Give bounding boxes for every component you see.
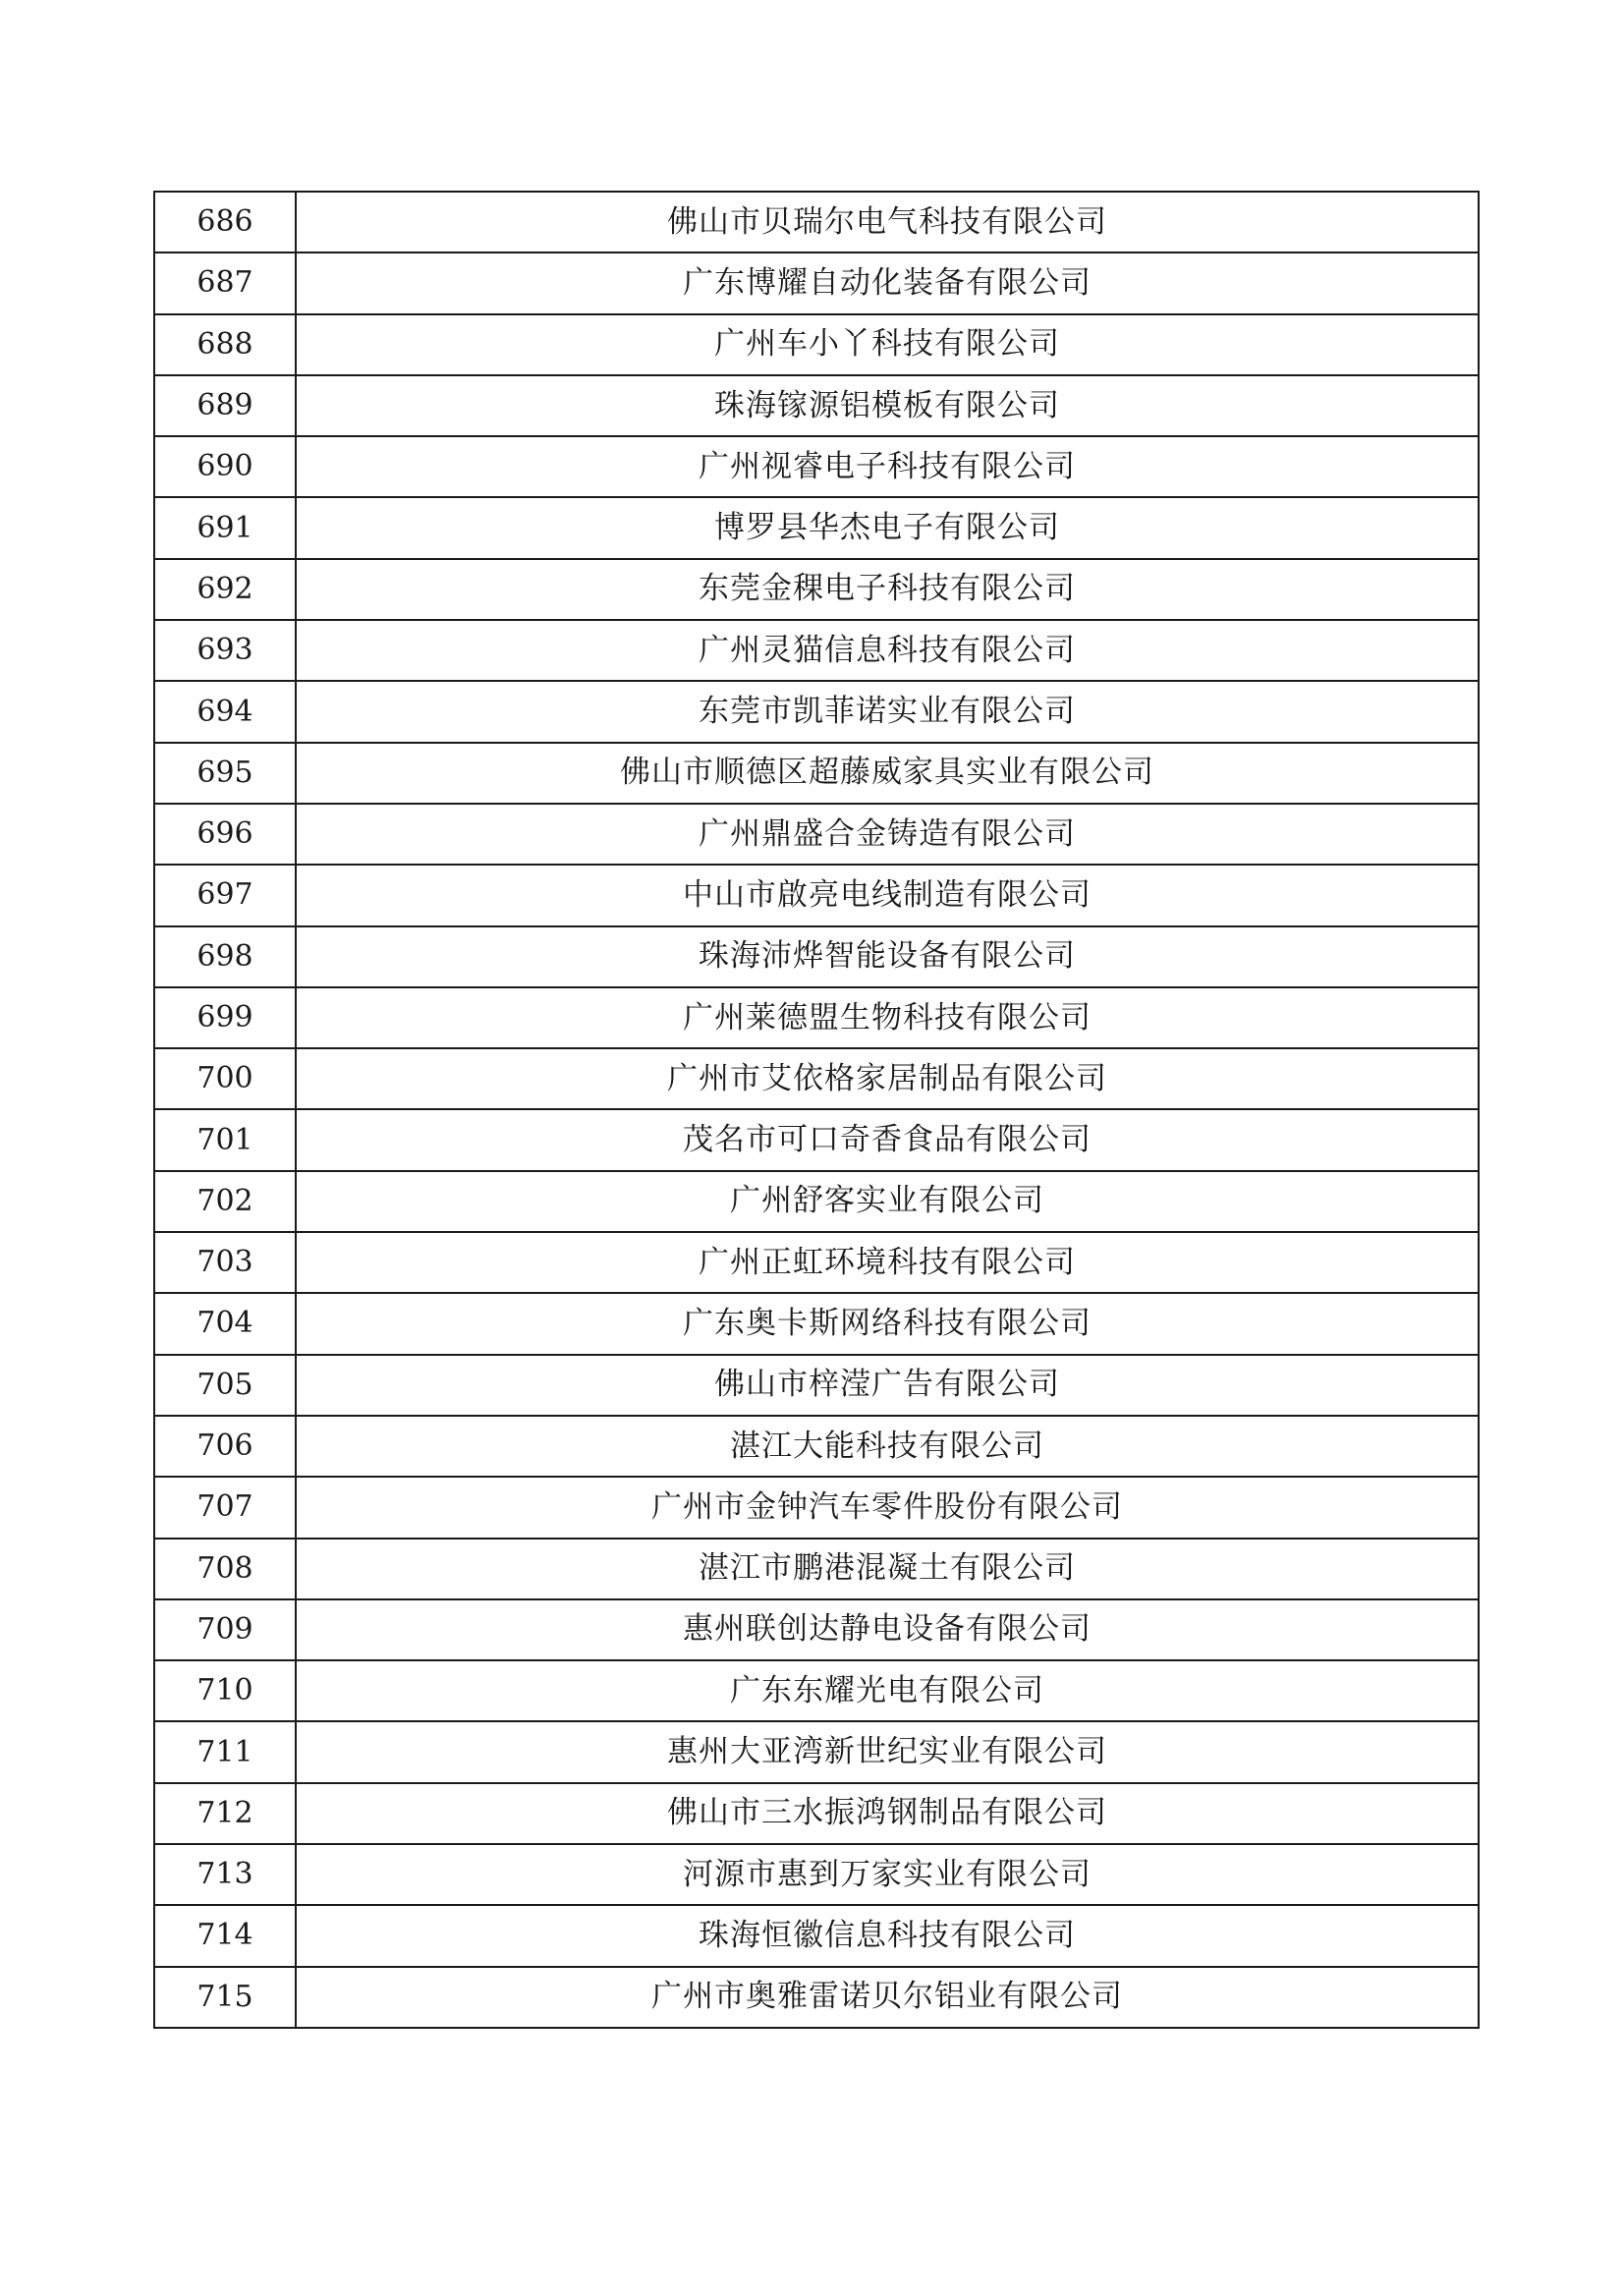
row-number: 700 xyxy=(154,1048,296,1109)
table-row xyxy=(154,1416,1479,1477)
row-number: 704 xyxy=(154,1293,296,1354)
table-row xyxy=(154,926,1479,987)
table-row xyxy=(154,1844,1479,1905)
company-name: 中山市啟亮电线制造有限公司 xyxy=(296,865,1479,925)
company-name: 湛江市鹏港混凝土有限公司 xyxy=(296,1539,1479,1599)
row-number: 693 xyxy=(154,620,296,681)
row-number: 708 xyxy=(154,1539,296,1599)
company-name: 广州舒客实业有限公司 xyxy=(296,1171,1479,1232)
table-row xyxy=(154,375,1479,436)
row-number: 695 xyxy=(154,743,296,804)
table-row xyxy=(154,743,1479,804)
company-name: 惠州联创达静电设备有限公司 xyxy=(296,1599,1479,1660)
company-name: 佛山市梓滢广告有限公司 xyxy=(296,1355,1479,1416)
row-number: 696 xyxy=(154,804,296,865)
company-name: 珠海沛烨智能设备有限公司 xyxy=(296,926,1479,987)
table-row xyxy=(154,436,1479,497)
table-row xyxy=(154,1109,1479,1170)
company-name: 东莞金稞电子科技有限公司 xyxy=(296,559,1479,620)
table-row xyxy=(154,1171,1479,1232)
table-row xyxy=(154,1477,1479,1538)
company-name: 佛山市三水振鸿钢制品有限公司 xyxy=(296,1783,1479,1844)
table-row xyxy=(154,252,1479,313)
company-name: 佛山市贝瑞尔电气科技有限公司 xyxy=(296,192,1479,252)
table-row xyxy=(154,1539,1479,1599)
table-row xyxy=(154,1967,1479,2028)
row-number: 688 xyxy=(154,314,296,375)
row-number: 711 xyxy=(154,1721,296,1782)
table-row xyxy=(154,620,1479,681)
table-row xyxy=(154,1048,1479,1109)
company-name: 广州鼎盛合金铸造有限公司 xyxy=(296,804,1479,865)
company-name: 河源市惠到万家实业有限公司 xyxy=(296,1844,1479,1905)
company-name: 广东奥卡斯网络科技有限公司 xyxy=(296,1293,1479,1354)
row-number: 706 xyxy=(154,1416,296,1477)
table-row xyxy=(154,1783,1479,1844)
company-name: 惠州大亚湾新世纪实业有限公司 xyxy=(296,1721,1479,1782)
row-number: 692 xyxy=(154,559,296,620)
table-row xyxy=(154,559,1479,620)
table-row xyxy=(154,865,1479,925)
company-name: 广州市金钟汽车零件股份有限公司 xyxy=(296,1477,1479,1538)
company-name: 广州车小丫科技有限公司 xyxy=(296,314,1479,375)
row-number: 703 xyxy=(154,1232,296,1293)
row-number: 690 xyxy=(154,436,296,497)
row-number: 713 xyxy=(154,1844,296,1905)
company-name: 佛山市顺德区超藤威家具实业有限公司 xyxy=(296,743,1479,804)
table-row xyxy=(154,681,1479,742)
row-number: 710 xyxy=(154,1660,296,1721)
table-row xyxy=(154,1721,1479,1782)
row-number: 705 xyxy=(154,1355,296,1416)
row-number: 701 xyxy=(154,1109,296,1170)
row-number: 686 xyxy=(154,192,296,252)
company-name: 东莞市凯菲诺实业有限公司 xyxy=(296,681,1479,742)
row-number: 715 xyxy=(154,1967,296,2028)
company-name: 珠海恒徽信息科技有限公司 xyxy=(296,1905,1479,1966)
table-row xyxy=(154,804,1479,865)
company-name: 广州视睿电子科技有限公司 xyxy=(296,436,1479,497)
table-body xyxy=(154,192,1479,2028)
company-name: 广州市奥雅雷诺贝尔铝业有限公司 xyxy=(296,1967,1479,2028)
company-name: 广东东耀光电有限公司 xyxy=(296,1660,1479,1721)
row-number: 712 xyxy=(154,1783,296,1844)
row-number: 702 xyxy=(154,1171,296,1232)
table-row xyxy=(154,1232,1479,1293)
company-name: 广州灵猫信息科技有限公司 xyxy=(296,620,1479,681)
company-name: 茂名市可口奇香食品有限公司 xyxy=(296,1109,1479,1170)
row-number: 691 xyxy=(154,497,296,558)
table-row xyxy=(154,987,1479,1048)
row-number: 694 xyxy=(154,681,296,742)
row-number: 689 xyxy=(154,375,296,436)
table-row xyxy=(154,314,1479,375)
company-name: 广州莱德盟生物科技有限公司 xyxy=(296,987,1479,1048)
table-row xyxy=(154,1660,1479,1721)
company-name: 广州市艾依格家居制品有限公司 xyxy=(296,1048,1479,1109)
row-number: 697 xyxy=(154,865,296,925)
company-list-table xyxy=(153,191,1480,2029)
company-name: 广东博耀自动化装备有限公司 xyxy=(296,252,1479,313)
table-row xyxy=(154,1355,1479,1416)
row-number: 699 xyxy=(154,987,296,1048)
row-number: 707 xyxy=(154,1477,296,1538)
row-number: 714 xyxy=(154,1905,296,1966)
table-row xyxy=(154,1599,1479,1660)
company-name: 广州正虹环境科技有限公司 xyxy=(296,1232,1479,1293)
row-number: 709 xyxy=(154,1599,296,1660)
table-row xyxy=(154,192,1479,252)
table-row xyxy=(154,1905,1479,1966)
table-row xyxy=(154,1293,1479,1354)
company-name: 湛江大能科技有限公司 xyxy=(296,1416,1479,1477)
row-number: 698 xyxy=(154,926,296,987)
table-row xyxy=(154,497,1479,558)
company-name: 珠海镓源铝模板有限公司 xyxy=(296,375,1479,436)
row-number: 687 xyxy=(154,252,296,313)
company-name: 博罗县华杰电子有限公司 xyxy=(296,497,1479,558)
